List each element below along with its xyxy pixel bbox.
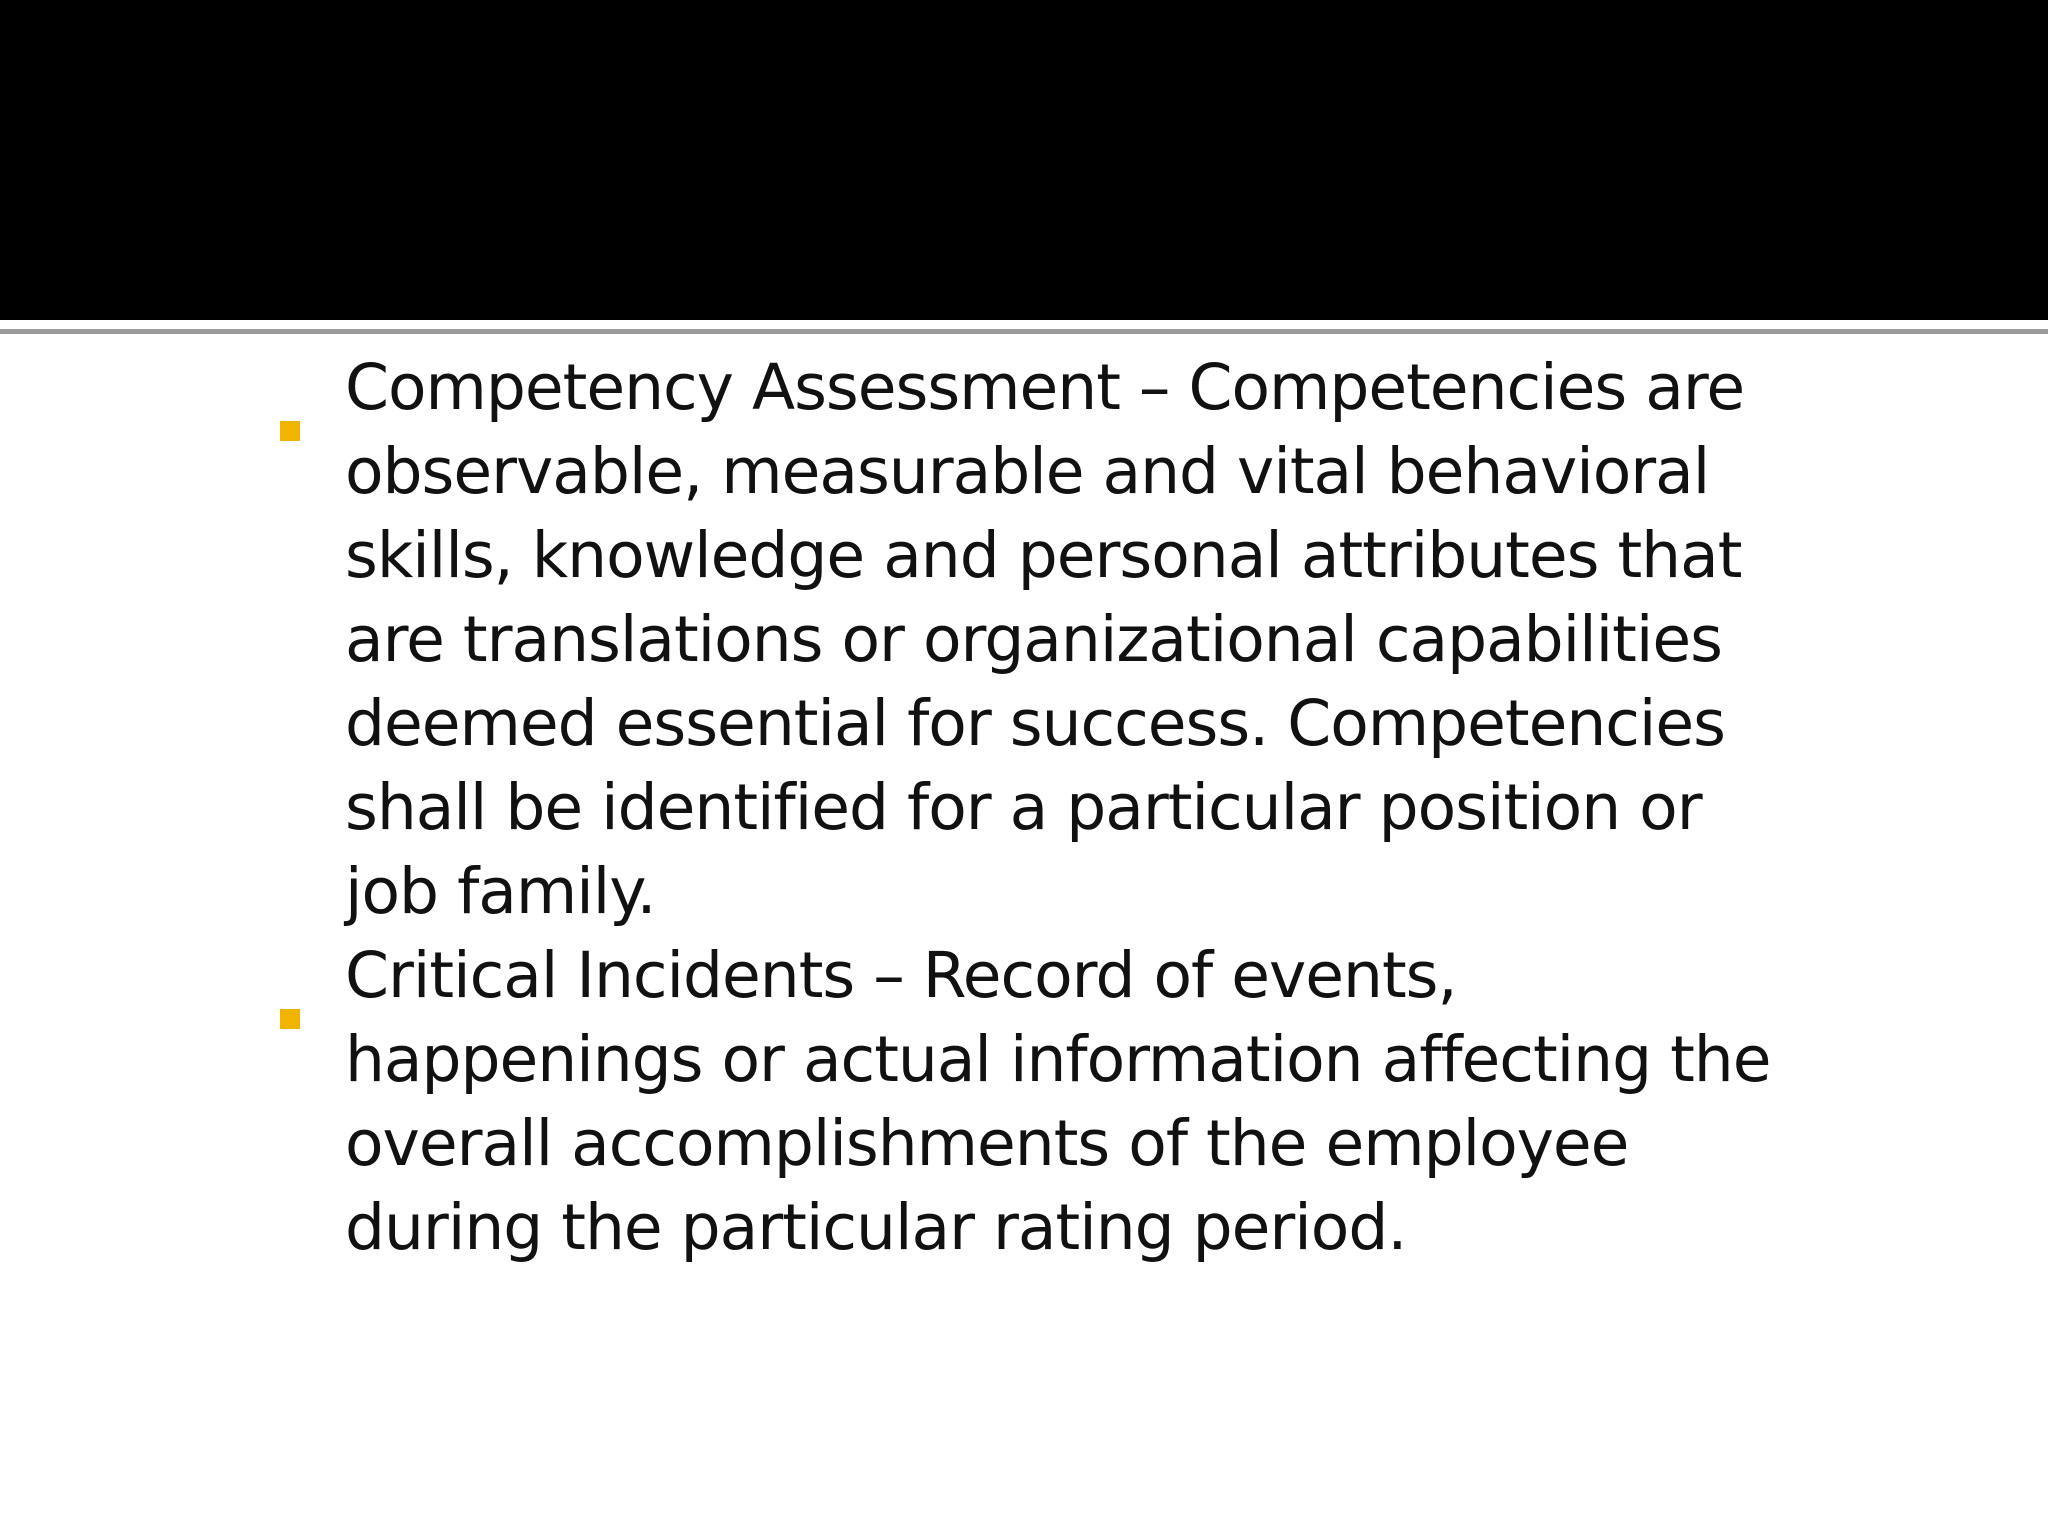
square-bullet-icon-shape (280, 1009, 300, 1029)
square-bullet-icon (280, 966, 300, 986)
title-band (0, 0, 2048, 320)
square-bullet-icon-shape (280, 421, 300, 441)
header-separator-light (0, 320, 2048, 329)
bullet-text: Critical Incidents – Record of events, happenings or actual information affecting the overall accomplishments of the employee during the particular rating period. (345, 939, 1771, 1264)
header-separator-rule (0, 329, 2048, 334)
bullet-list (270, 346, 1790, 1270)
bullet-item-critical-incidents (270, 934, 1790, 1270)
bullet-item-competency-assessment (270, 346, 1790, 934)
square-bullet-icon (280, 378, 300, 398)
bullet-text: Competency Assessment – Competencies are observable, measurable and vital behavioral skills, knowledge and personal attributes that are translations or organizational capabilities deemed essential for success. Competencies shall be identified for a particular position or job family. (345, 351, 1745, 928)
content-area (270, 346, 1790, 1270)
